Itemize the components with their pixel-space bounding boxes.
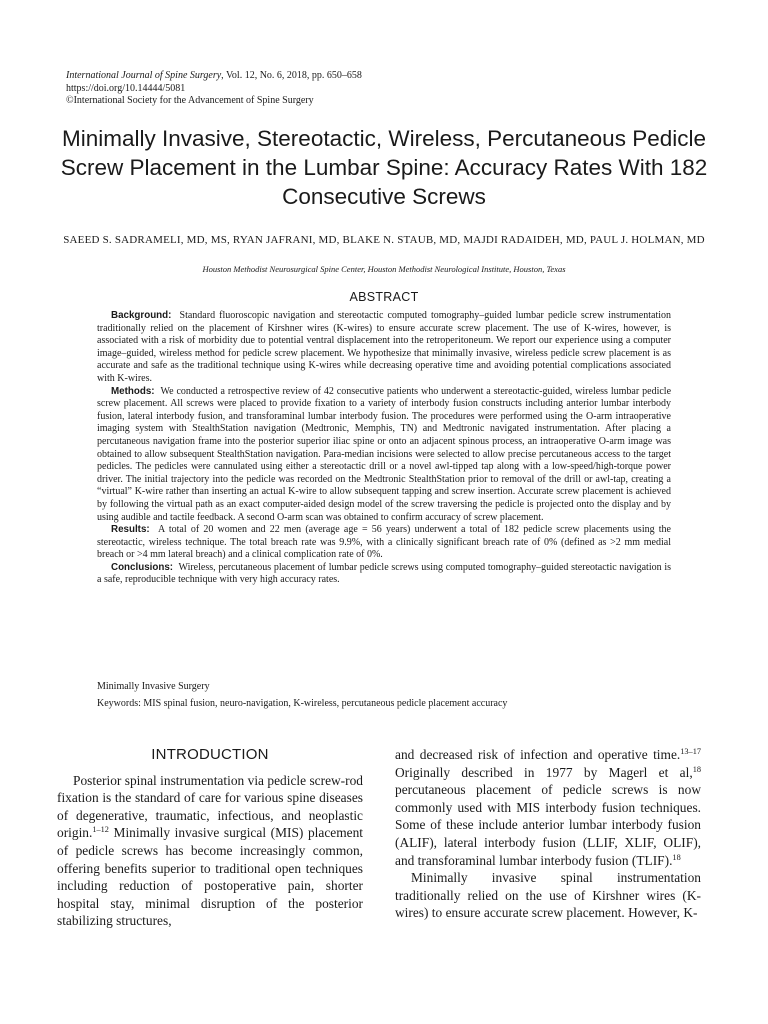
reference-citation[interactable]: 18 [672,852,681,862]
abstract-heading: ABSTRACT [349,290,419,304]
author-list: SAEED S. SADRAMELI, MD, MS, RYAN JAFRANI, MD, BLAKE N. STAUB, MD, MAJDI RADAIDEH, MD, PAUL J. HOLMAN, MD [63,234,705,246]
article-category: Minimally Invasive Surgery [97,681,210,692]
intro-paragraph-1: Posterior spinal instrumentation via pedicle screw-rod fixation is the standard of care for various spine diseases of degenerative, traumatic, infectious, and neoplastic origin.$^{1-12}$ Minimally invasive surgical (MIS) placement of pedicle screws has become increasingly common, offering benefits superior to traditional open techniques including reduction of postoperative pain, shorter hospital stay, minimal disruption of the posterior stabilizing structures, [57,772,363,929]
journal-name: International Journal of Spine Surgery [66,70,222,81]
background-label: Background: [111,310,172,321]
results-text: A total of 20 women and 22 men (average age = 56 years) underwent a total of 182 pedicle screw placements using the stereotactic, wireless technique. The total breach rate was 9.9%, with a clinically significant breach rate of 0% (defined as >2 mm medial breach or >4 mm lateral breach) and a clinical complication rate of 0%. [97,524,671,561]
intro-paragraph-2: Minimally invasive spinal instrumentation traditionally relied on the use of Kirshner wires (K-wires) to ensure accurate screw placement. However, K- [395,870,701,921]
affiliation: Houston Methodist Neurosurgical Spine Center, Houston Methodist Neurological Institute, Houston, Texas [202,264,566,274]
background-text: Standard fluoroscopic navigation and stereotactic computed tomography–guided lumbar pedicle screw instrumentation traditionally relied on the placement of Kirshner wires (K-wires) to ensure accurate screw placement. The use of K-wires, however, is associated with a risk of morbidity due to potential ventral displacement into the retroperitoneum. We report our experience using a computer image–guided, wireless method for pedicle screw placement. We hypothesize that minimally invasive, wireless pedicle screw placement is as accurate and safe as the traditional technique using K-wires while decreasing operative time and avoiding potential complications associated with K-wires. [97,310,671,384]
citation-line [66,70,362,83]
methods-text: We conducted a retrospective review of 42 consecutive patients who underwent a stereotactic-guided, wireless lumbar pedicle screw placement. All screws were placed to provide fixation to a variety of interbody fusion constructs including anterior lumbar interbody fusion, lateral interbody fusion, and transforaminal lumbar interbody fusion. The procedures were performed using the O-arm intraoperative imaging system with StealthStation navigation (Medtronic, Memphis, TN) and Medtronic navigated instrumentation. After placing a percutaneous navigation frame into the posterior superior iliac spine or onto an adjacent spinous process, an intraoperative O-arm image was obtained to allow subsequent StealthStation navigation. Para-median incisions were selected to allow precise percutaneous access to the target pedicles. The pedicles were cannulated using either a stereotactic drill or a novel awl-tipped tap along with a low-speed/high-torque power driver. The initial trajectory into the pedicle was recorded on the Medtronic StealthStation prior to removal of the drill or awl-tap, creating a “virtual” K-wire rather than inserting an actual K-wire to allow subsequent tapping and screw insertion. Accurate screw placement is achieved by following the virtual path as an exact computer-aided design model of the screw traversing the pedicle is projected onto the display and by using audible and tactile feedback. A second O-arm scan was obtained to confirm accuracy of screw placement. [97,385,672,523]
volume-pages: , Vol. 12, No. 6, 2018, pp. 650–658 [221,70,362,81]
article-title: Minimally Invasive, Stereotactic, Wireless, Percutaneous Pedicle Screw Placement in the Lumbar Spine: Accuracy Rates With 182 Consecutive Screws [60,126,708,209]
conclusions-text: Wireless, percutaneous placement of lumbar pedicle screws using computed tomography–guided stereotactic navigation is a safe, reproducible technique with very high accuracy rates. [97,561,671,586]
abstract-conclusions [97,562,671,587]
doi-link[interactable]: https://doi.org/10.14444/5081 [66,82,186,94]
keywords: Keywords: MIS spinal fusion, neuro-navigation, K-wireless, percutaneous pedicle placement accuracy [97,698,508,709]
abstract-body [97,310,671,587]
introduction-heading: INTRODUCTION [151,746,269,763]
methods-label: Methods: [111,385,155,397]
results-label: Results: [111,524,150,536]
reference-citation[interactable]: 13–17 [680,747,701,757]
abstract-methods [97,386,671,525]
right-column [395,746,701,922]
abstract-background [97,310,671,386]
reference-citation[interactable]: 1–12 [92,825,109,835]
journal-header [66,70,362,108]
abstract-results [97,524,671,562]
copyright-line: ©International Society for the Advancement of Spine Surgery [66,95,314,106]
intro-paragraph-1-cont: and decreased risk of infection and operative time.$^{13-17}$ Originally described in 1977 by Magerl et al,$^{18}$ percutaneous placement of pedicle screws is now commonly used with MIS interbody fusion techniques. Some of these include anterior lumbar interbody fusion (ALIF), lateral interbody fusion (LLIF, XLIF, OLIF), and transforaminal lumbar interbody fusion (TLIF).$^{18}$ [395,747,701,868]
conclusions-label: Conclusions: [111,561,174,573]
left-column [57,746,363,930]
reference-citation[interactable]: 18 [692,764,701,774]
